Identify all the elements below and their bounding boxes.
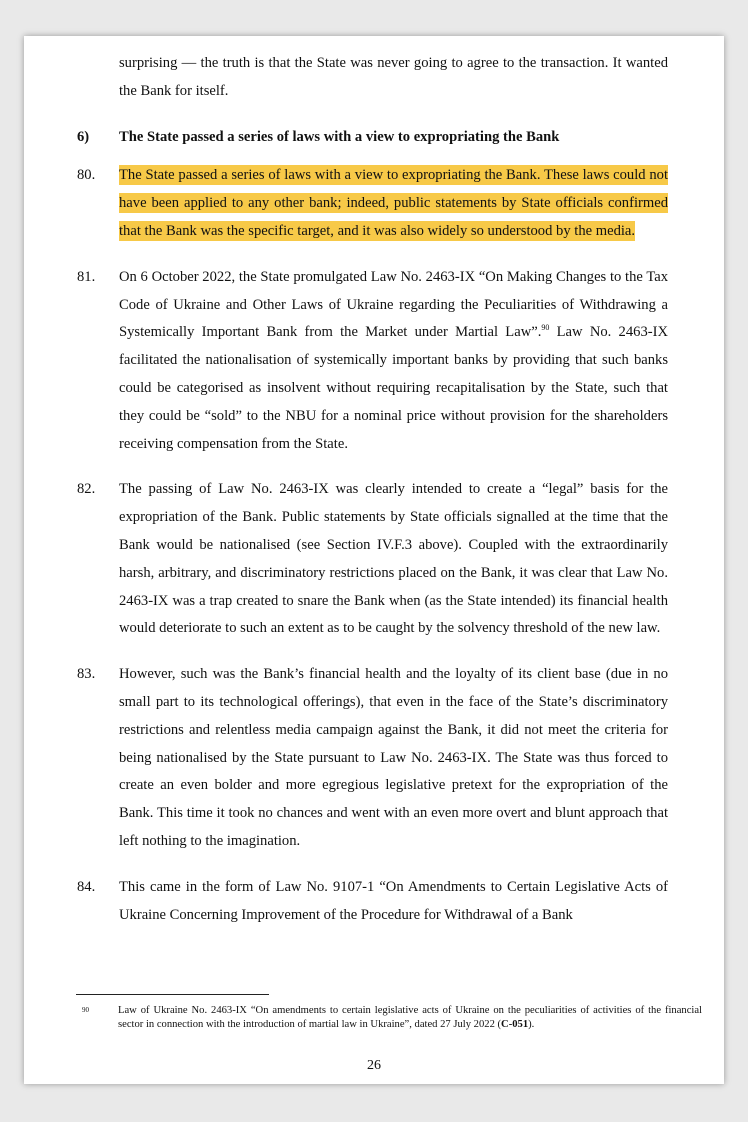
- paragraph-text: This came in the form of Law No. 9107-1 “On Amendments to Certain Legislative Acts of Ukraine Concerning Improvement of the Procedure for Withdrawal of a Bank: [119, 878, 668, 923]
- footnote-divider: [76, 994, 269, 995]
- exhibit-reference: C-051: [501, 1018, 529, 1030]
- paragraph-83: [24, 661, 668, 856]
- paragraph-number: 83.: [77, 666, 96, 683]
- footnote: [82, 1004, 702, 1031]
- footnote-number: 90: [82, 1006, 89, 1014]
- paragraph-number: 84.: [77, 878, 96, 895]
- paragraph-text: Law No. 2463-IX facilitated the nationalisation of systemically important banks by providing that such banks could be categorised as insolvent without requiring recapitalisation by the State, such that they could be “sold” to the NBU for a nominal price without provision for the shareholders receiving compensation from the State.: [119, 324, 669, 452]
- paragraph-number: 81.: [77, 268, 96, 285]
- paragraph-text: On 6 October 2022, the State promulgated Law No. 2463-IX “On Making Changes to the Tax Code of Ukraine and Other Laws of Ukraine regarding the Peculiarities of Withdrawing a Systemically Important Bank from the Market under Martial Law”.: [119, 268, 668, 341]
- footnote-reference[interactable]: 90: [541, 323, 550, 333]
- body-text: [24, 50, 724, 947]
- section-heading: [24, 124, 668, 152]
- paragraph-81: [24, 264, 668, 459]
- section-number: 6): [77, 128, 90, 145]
- section-heading-text: The State passed a series of laws with a view to expropriating the Bank: [119, 128, 560, 145]
- paragraph-text: However, such was the Bank’s financial health and the loyalty of its client base (due in no small part to its technological offerings), that even in the face of the State’s discriminatory restrictions and relentless media campaign against the Bank, it did not meet the criteria for being nationalised by the State pursuant to Law No. 2463-IX. The State was thus forced to create an even bolder and more egregious legislative pretext for the expropriation of the Bank. This time it took no chances and went with an even more overt and blunt approach that left nothing to the imagination.: [119, 666, 668, 849]
- footnote-text: [82, 1004, 702, 1031]
- paragraph-number: 80.: [77, 167, 96, 184]
- paragraph-82: [24, 476, 668, 643]
- paragraph-text: surprising — the truth is that the State was never going to agree to the transaction. It wanted the Bank for itself.: [119, 55, 668, 99]
- paragraph-continuation: [24, 50, 668, 106]
- footnote-body: Law of Ukraine No. 2463-IX “On amendments to certain legislative acts of Ukraine on the peculiarities of activities of the financial sector in connection with the introduction of martial law in Ukraine”, dated 27 July 2022 (: [118, 1005, 702, 1030]
- paragraph-text: The passing of Law No. 2463-IX was clearly intended to create a “legal” basis for the expropriation of the Bank. Public statements by State officials signalled at the time that the Bank would be nationalised (see Section IV.F.3 above). Coupled with the extraordinarily harsh, arbitrary, and discriminatory restrictions placed on the Bank, it was clear that Law No. 2463-IX was a trap created to snare the Bank when (as the State intended) its financial health would deteriorate to such an extent as to be caught by the solvency threshold of the new law.: [119, 481, 668, 637]
- paragraph-80: [24, 162, 668, 245]
- paragraph-number: 82.: [77, 481, 96, 498]
- highlighted-text: The State passed a series of laws with a view to expropriating the Bank. These laws could not have been applied to any other bank; indeed, public statements by State officials confirmed that the Bank was the specific target, and it was also widely so understood by the media.: [119, 167, 668, 239]
- footnote-tail: ).: [528, 1018, 535, 1030]
- document-page: [24, 36, 724, 1084]
- paragraph-84: [24, 874, 668, 930]
- page-number: 26: [367, 1058, 381, 1073]
